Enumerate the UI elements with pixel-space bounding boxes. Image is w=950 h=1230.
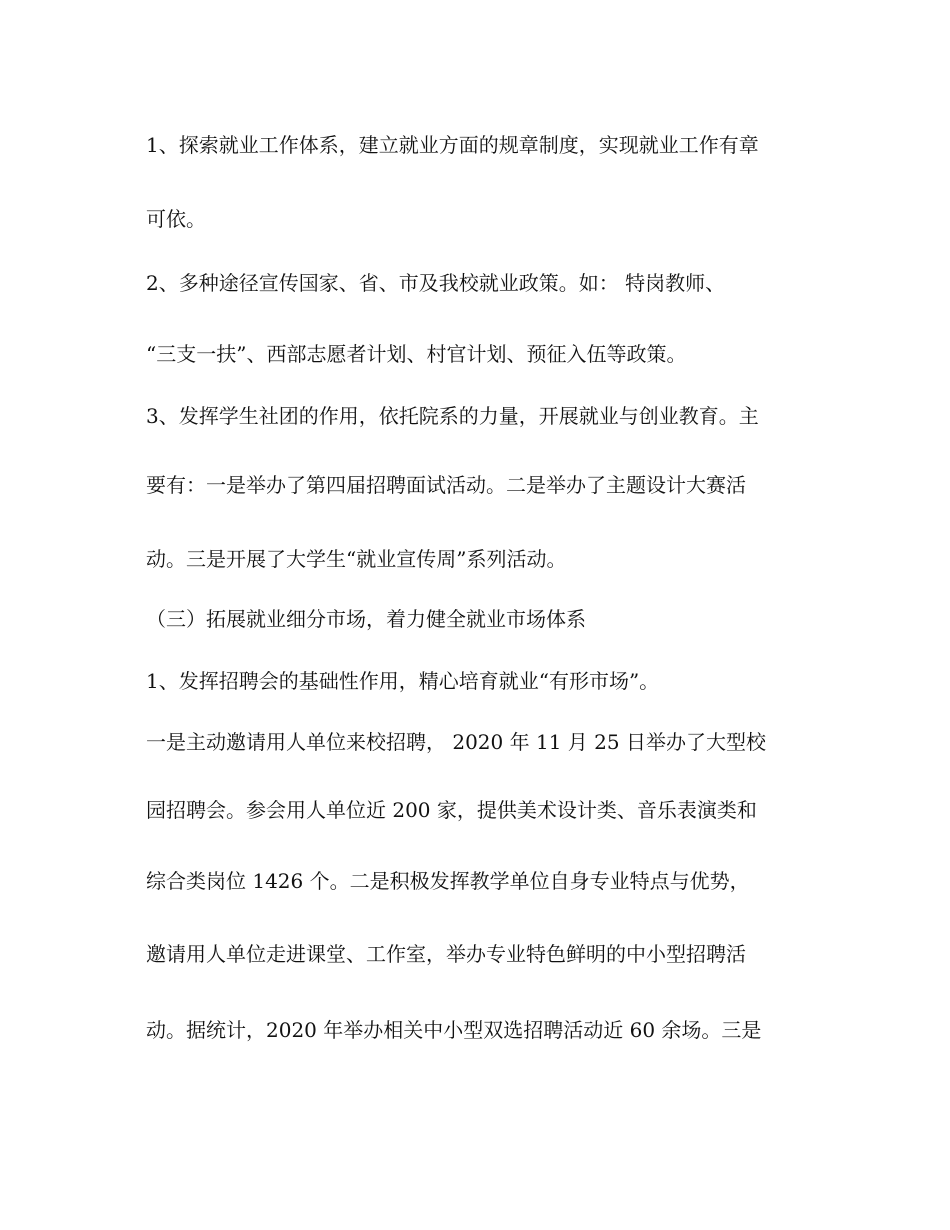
text-line-1: 1、探索就业工作体系，建立就业方面的规章制度，实现就业工作有章 — [146, 133, 759, 157]
text-line-10: 一是主动邀请用人单位来校招聘， 2020 年 11 月 25 日举办了大型校 — [146, 730, 766, 754]
text-line-11: 园招聘会。参会用人单位近 200 家，提供美术设计类、音乐表演类和 — [146, 798, 757, 822]
text-line-6: 要有：一是举办了第四届招聘面试活动。二是举办了主题设计大赛活 — [146, 473, 746, 497]
text-line-5: 3、发挥学生社团的作用，依托院系的力量，开展就业与创业教育。主 — [146, 404, 759, 428]
text-line-4: “三支一扶”、西部志愿者计划、村官计划、预征入伍等政策。 — [146, 342, 687, 366]
text-line-3: 2、多种途径宣传国家、省、市及我校就业政策。如： 特岗教师、 — [146, 271, 726, 295]
text-line-14: 动。据统计，2020 年举办相关中小型双选招聘活动近 60 余场。三是 — [146, 1018, 762, 1042]
text-line-9: 1、发挥招聘会的基础性作用，精心培育就业“有形市场”。 — [146, 669, 660, 693]
text-line-12: 综合类岗位 1426 个。二是积极发挥教学单位自身专业特点与优势， — [146, 869, 750, 893]
text-line-13: 邀请用人单位走进课堂、工作室，举办专业特色鲜明的中小型招聘活 — [146, 942, 746, 966]
text-line-7: 动。三是开展了大学生“就业宣传周”系列活动。 — [146, 547, 567, 571]
section-heading: （三）拓展就业细分市场，着力健全就业市场体系 — [146, 607, 586, 631]
text-line-2: 可依。 — [146, 207, 206, 231]
